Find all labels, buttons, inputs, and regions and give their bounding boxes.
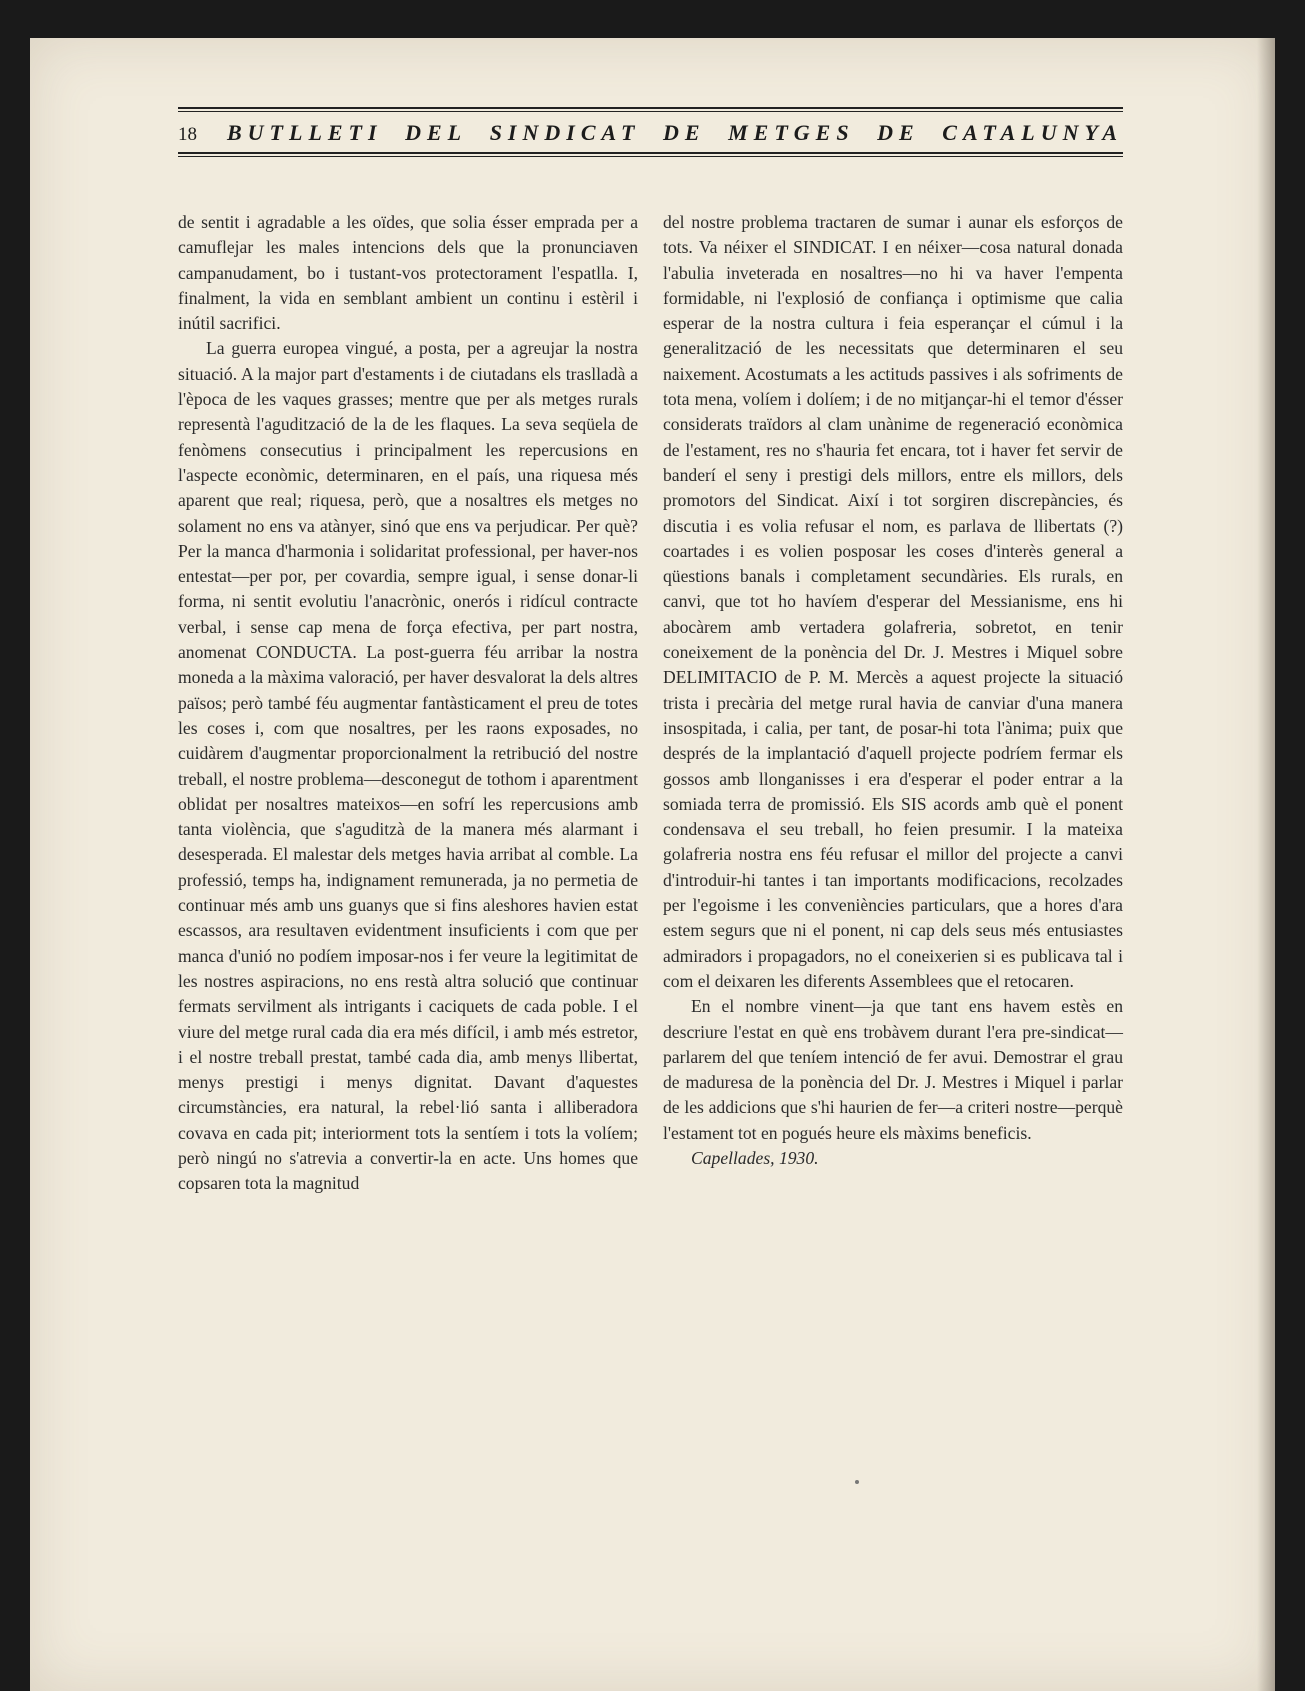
signature-place-date: Capellades, 1930.	[691, 1147, 819, 1168]
title-word: DEL	[405, 120, 468, 145]
title-word: DE	[662, 120, 706, 145]
title-word: METGES	[728, 120, 855, 145]
paragraph: En el nombre vinent—ja que tant ens havem estès en descriure l'estat en què ens trobàvem durant l'era pre-sindicat—parlarem del que teníem intenció de fer avui. Demostrar el grau de maduresa de la ponència del Dr. J. Mestres i Miquel i parlar de les addicions que s'hi haurien de fer—a criteri nostre—perquè l'estament tot en pogués heure els màxims beneficis.	[663, 996, 1123, 1143]
header-rule-bottom	[178, 152, 1123, 154]
page-number: 18	[178, 124, 197, 145]
title-word: SINDICAT	[489, 120, 641, 145]
page-spine-shadow	[1257, 38, 1275, 1691]
paragraph: de sentit i agradable a les oïdes, que solia ésser emprada per a camuflejar les males intencions dels que la pronunciaven campanudament, bo i tustant-vos protectorament l'espatlla. I, finalment, la vida en semblant ambient un continu i estèril i inútil sacrifici.	[178, 212, 638, 334]
header-row	[178, 112, 1123, 152]
print-speck	[855, 1480, 859, 1484]
paragraph: La guerra europea vingué, a posta, per a agreujar la nostra situació. A la major part d'estaments i de ciutadans els traslladà a l'època de les vaques grasses; mentre que per als metges rurals representà l'agudització de la de les flaques. La seva seqüela de fenòmens consecutius i principalment les repercusions en l'aspecte econòmic, determinaren, en el país, una riquesa més aparent que real; riquesa, però, que a nosaltres els metges no solament no ens va atànyer, sinó que ens va perjudicar. Per què? Per la manca d'harmonia i solidaritat professional, per haver-nos entestat—per por, per covardia, sempre igual, i sense donar-li forma, ni sentit evolutiu l'anacrònic, onerós i ridícul contracte verbal, i sense cap mena de força efectiva, per part nostra, anomenat CONDUCTA. La post-guerra féu arribar la nostra moneda a la màxima valoració, per haver desvalorat la dels altres països; però també féu augmentar fantàsticament el preu de totes les coses i, com que nosaltres, per les raons exposades, no cuidàrem d'augmentar proporcionalment la retribució del nostre treball, el nostre problema—desconegut de tothom i aparentment oblidat per nosaltres mateixos—en sofrí les repercusions amb tanta violència, que s'aguditzà de la manera més alarmant i desesperada. El malestar dels metges havia arribat al comble. La professió, temps ha, indignament remunerada, ja no permetia de continuar més amb uns guanys que si fins aleshores havien estat escassos, ara resultaven evidentment insuficients i com que per manca d'unió no podíem imposar-nos i fer veure la legitimitat de les nostres aspiracions, no ens restà altra solució que continuar fermats servilment als intrigants i caciquets de cada poble. I el viure del metge rural cada dia era més difícil, i amb més estretor, i el nostre treball prestat, també cada dia, amb menys llibertat, menys prestigi i menys dignitat. Davant d'aquestes circumstàncies, era natural, la rebel·lió santa i alliberadora covava en cada pit; interiorment tots la sentíem i tots la volíem; però ningú no s'atrevia a convertir-la en acte. Uns homes que copsaren tota la magnitud	[178, 338, 638, 1194]
header-rule-bottom-thin	[178, 156, 1123, 157]
header-rule-top	[178, 107, 1123, 109]
title-word: CATALUNYA	[942, 120, 1123, 145]
running-title	[227, 120, 1123, 146]
column-right	[663, 210, 1123, 1197]
column-left	[178, 210, 638, 1197]
title-word: DE	[877, 120, 920, 145]
article-body	[178, 210, 1123, 1197]
running-header	[178, 107, 1123, 157]
paragraph: del nostre problema tractaren de sumar i aunar els esforços de tots. Va néixer el SINDICAT. I en néixer—cosa natural donada l'abulia inveterada en nosaltres—no hi va haver l'empenta formidable, ni l'explosió de confiança i optimisme que calia esperar de la nostra cultura i feia esperançar el cúmul i la generalització de les necessitats que determinaren el seu naixement. Acostumats a les actituds passives i als sofriments de tota mena, volíem i dolíem; i de no mitjançar-hi el temor d'ésser considerats traïdors al clam unànime de regeneració econòmica de l'estament, res no s'hauria fet encara, tot i haver fet servir de banderí el seny i prestigi dels millors, entre els millors, dels promotors del Sindicat. Així i tot sorgiren discrepàncies, és discutia i es volia refusar el nom, es parlava de llibertats (?) coartades i es volien posposar les coses d'interès general a qüestions banals i completament secundàries. Els rurals, en canvi, que tot ho havíem d'esperar del Messianisme, ens hi abocàrem amb vertadera golafreria, sobretot, en tenir coneixement de la ponència del Dr. J. Mestres i Miquel sobre DELIMITACIO de P. M. Mercès a aquest projecte la situació trista i precària del metge rural havia de canviar d'una manera insospitada, i calia, per tant, de posar-hi tota l'ànima; puix que després de la implantació d'aquell projecte podríem fermar els gossos amb llonganisses i era d'esperar el poder entrar a la somiada terra de promissió. Els SIS acords amb què el ponent condensava el seu treball, ho feien presumir. I la mateixa golafreria nostra ens féu refusar el millor del projecte a canvi d'introduir-hi tantes i tan importants modificacions, recolzades per l'egoisme i les conveniències particulars, que a hores d'ara estem segurs que ni el ponent, ni cap dels seus més entusiastes admiradors i propagadors, no el coneixerien si es publicava tal i com el deixaren les diferents Assemblees que el retocaren.	[663, 212, 1123, 991]
title-word: BUTLLETI	[227, 120, 383, 145]
